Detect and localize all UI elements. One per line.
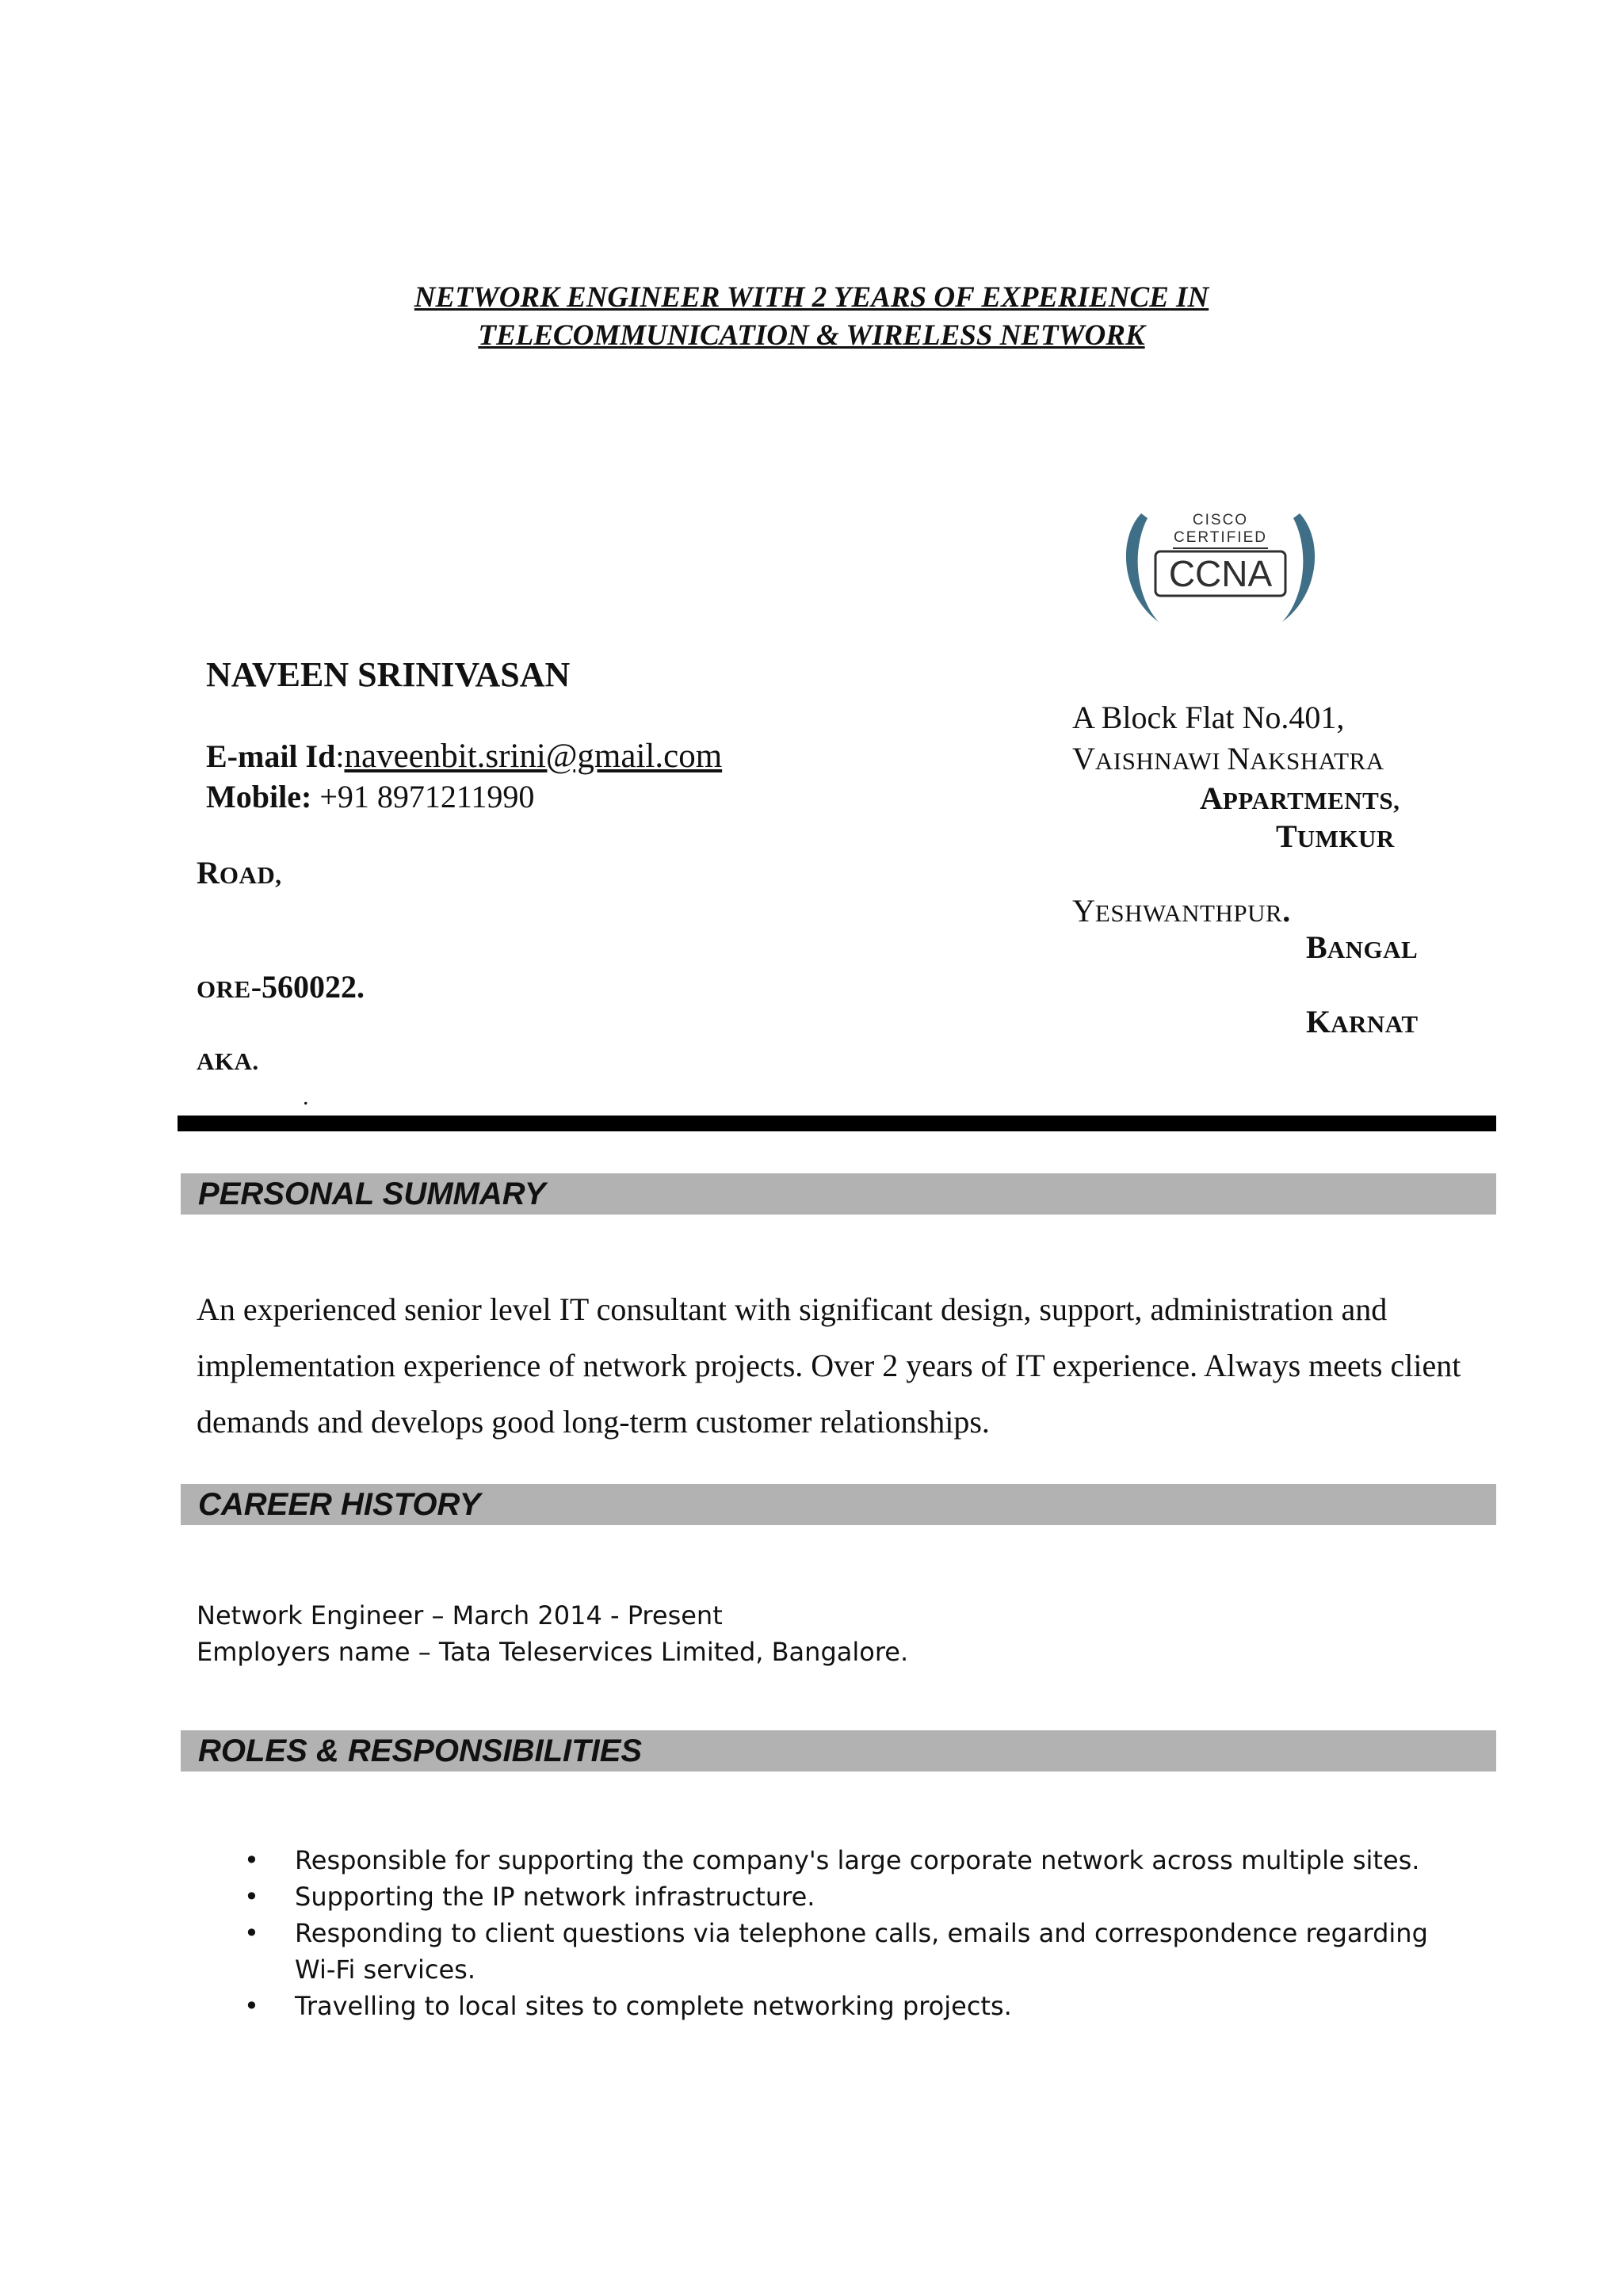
email-separator: : (335, 738, 345, 774)
list-item: • Supporting the IP network infrastructure. (238, 1878, 1474, 1915)
address-bangal: BANGAL (1306, 929, 1419, 965)
list-item: • Responding to client questions via telephone calls, emails and correspondence regarding Wi-Fi services. (238, 1915, 1474, 1988)
email-label: E-mail Id (206, 738, 336, 774)
bullet-icon: • (244, 1918, 259, 1948)
career-position: Network Engineer – March 2014 - Present (197, 1600, 723, 1630)
roles-list (238, 1842, 1474, 2024)
address-yeshwanthpur: YESHWANTHPUR. (1072, 893, 1291, 929)
mobile-row (206, 778, 534, 815)
section-title-roles: ROLES & RESPONSIBILITIES (198, 1733, 643, 1768)
ccna-laurel-icon (1117, 507, 1323, 630)
logo-cisco-text: CISCO (1192, 512, 1249, 528)
address-aka: AKA. (197, 1047, 259, 1075)
address-line-1: A Block Flat No.401, (1072, 700, 1345, 735)
logo-certified-text: CERTIFIED (1174, 529, 1267, 546)
headline-line-1: NETWORK ENGINEER WITH 2 YEARS OF EXPERIENCE IN (414, 281, 1209, 314)
email-row (206, 737, 722, 776)
personal-summary-text: An experienced senior level IT consultant with significant design, support, administration and implementation experience of network projects. Over 2 years of IT experience. Always meets client demands and develops good long-term customer relationships. (197, 1291, 1461, 1440)
address-tumkur: TUMKUR (1276, 818, 1395, 854)
address-ore-pincode: ORE-560022. (197, 969, 365, 1005)
email-link[interactable]: naveenbit.srini@gmail.com (344, 738, 723, 775)
bullet-icon: • (244, 1991, 259, 2021)
address-vaishnawi-nakshatra: VAISHNAWI NAKSHATRA (1072, 741, 1384, 776)
address-road: ROAD, (197, 855, 282, 891)
section-bar-career-history (181, 1484, 1496, 1525)
header-divider (178, 1116, 1496, 1131)
list-item: • Responsible for supporting the company's large corporate network across multiple sites. (238, 1842, 1474, 1878)
cisco-ccna-logo (1117, 507, 1323, 630)
headline-line-2: TELECOMMUNICATION & WIRELESS NETWORK (478, 319, 1145, 352)
bullet-icon: • (244, 1845, 259, 1875)
candidate-name: NAVEEN SRINIVASAN (206, 655, 571, 694)
stray-dot: . (303, 1084, 309, 1110)
address-appartments: APPARTMENTS, (1200, 780, 1400, 816)
address-karnat: KARNAT (1306, 1004, 1419, 1039)
career-employer: Employers name – Tata Teleservices Limited, Bangalore. (197, 1637, 909, 1667)
section-title-personal-summary: PERSONAL SUMMARY (198, 1177, 546, 1211)
mobile-number: +91 8971211990 (311, 779, 535, 814)
bullet-icon: • (244, 1882, 259, 1912)
section-title-career-history: CAREER HISTORY (198, 1487, 481, 1522)
logo-ccna-text: CCNA (1168, 553, 1273, 594)
mobile-label: Mobile: (206, 779, 312, 814)
section-bar-personal-summary (181, 1173, 1496, 1215)
list-item: • Travelling to local sites to complete networking projects. (238, 1988, 1474, 2024)
section-bar-roles (181, 1730, 1496, 1772)
